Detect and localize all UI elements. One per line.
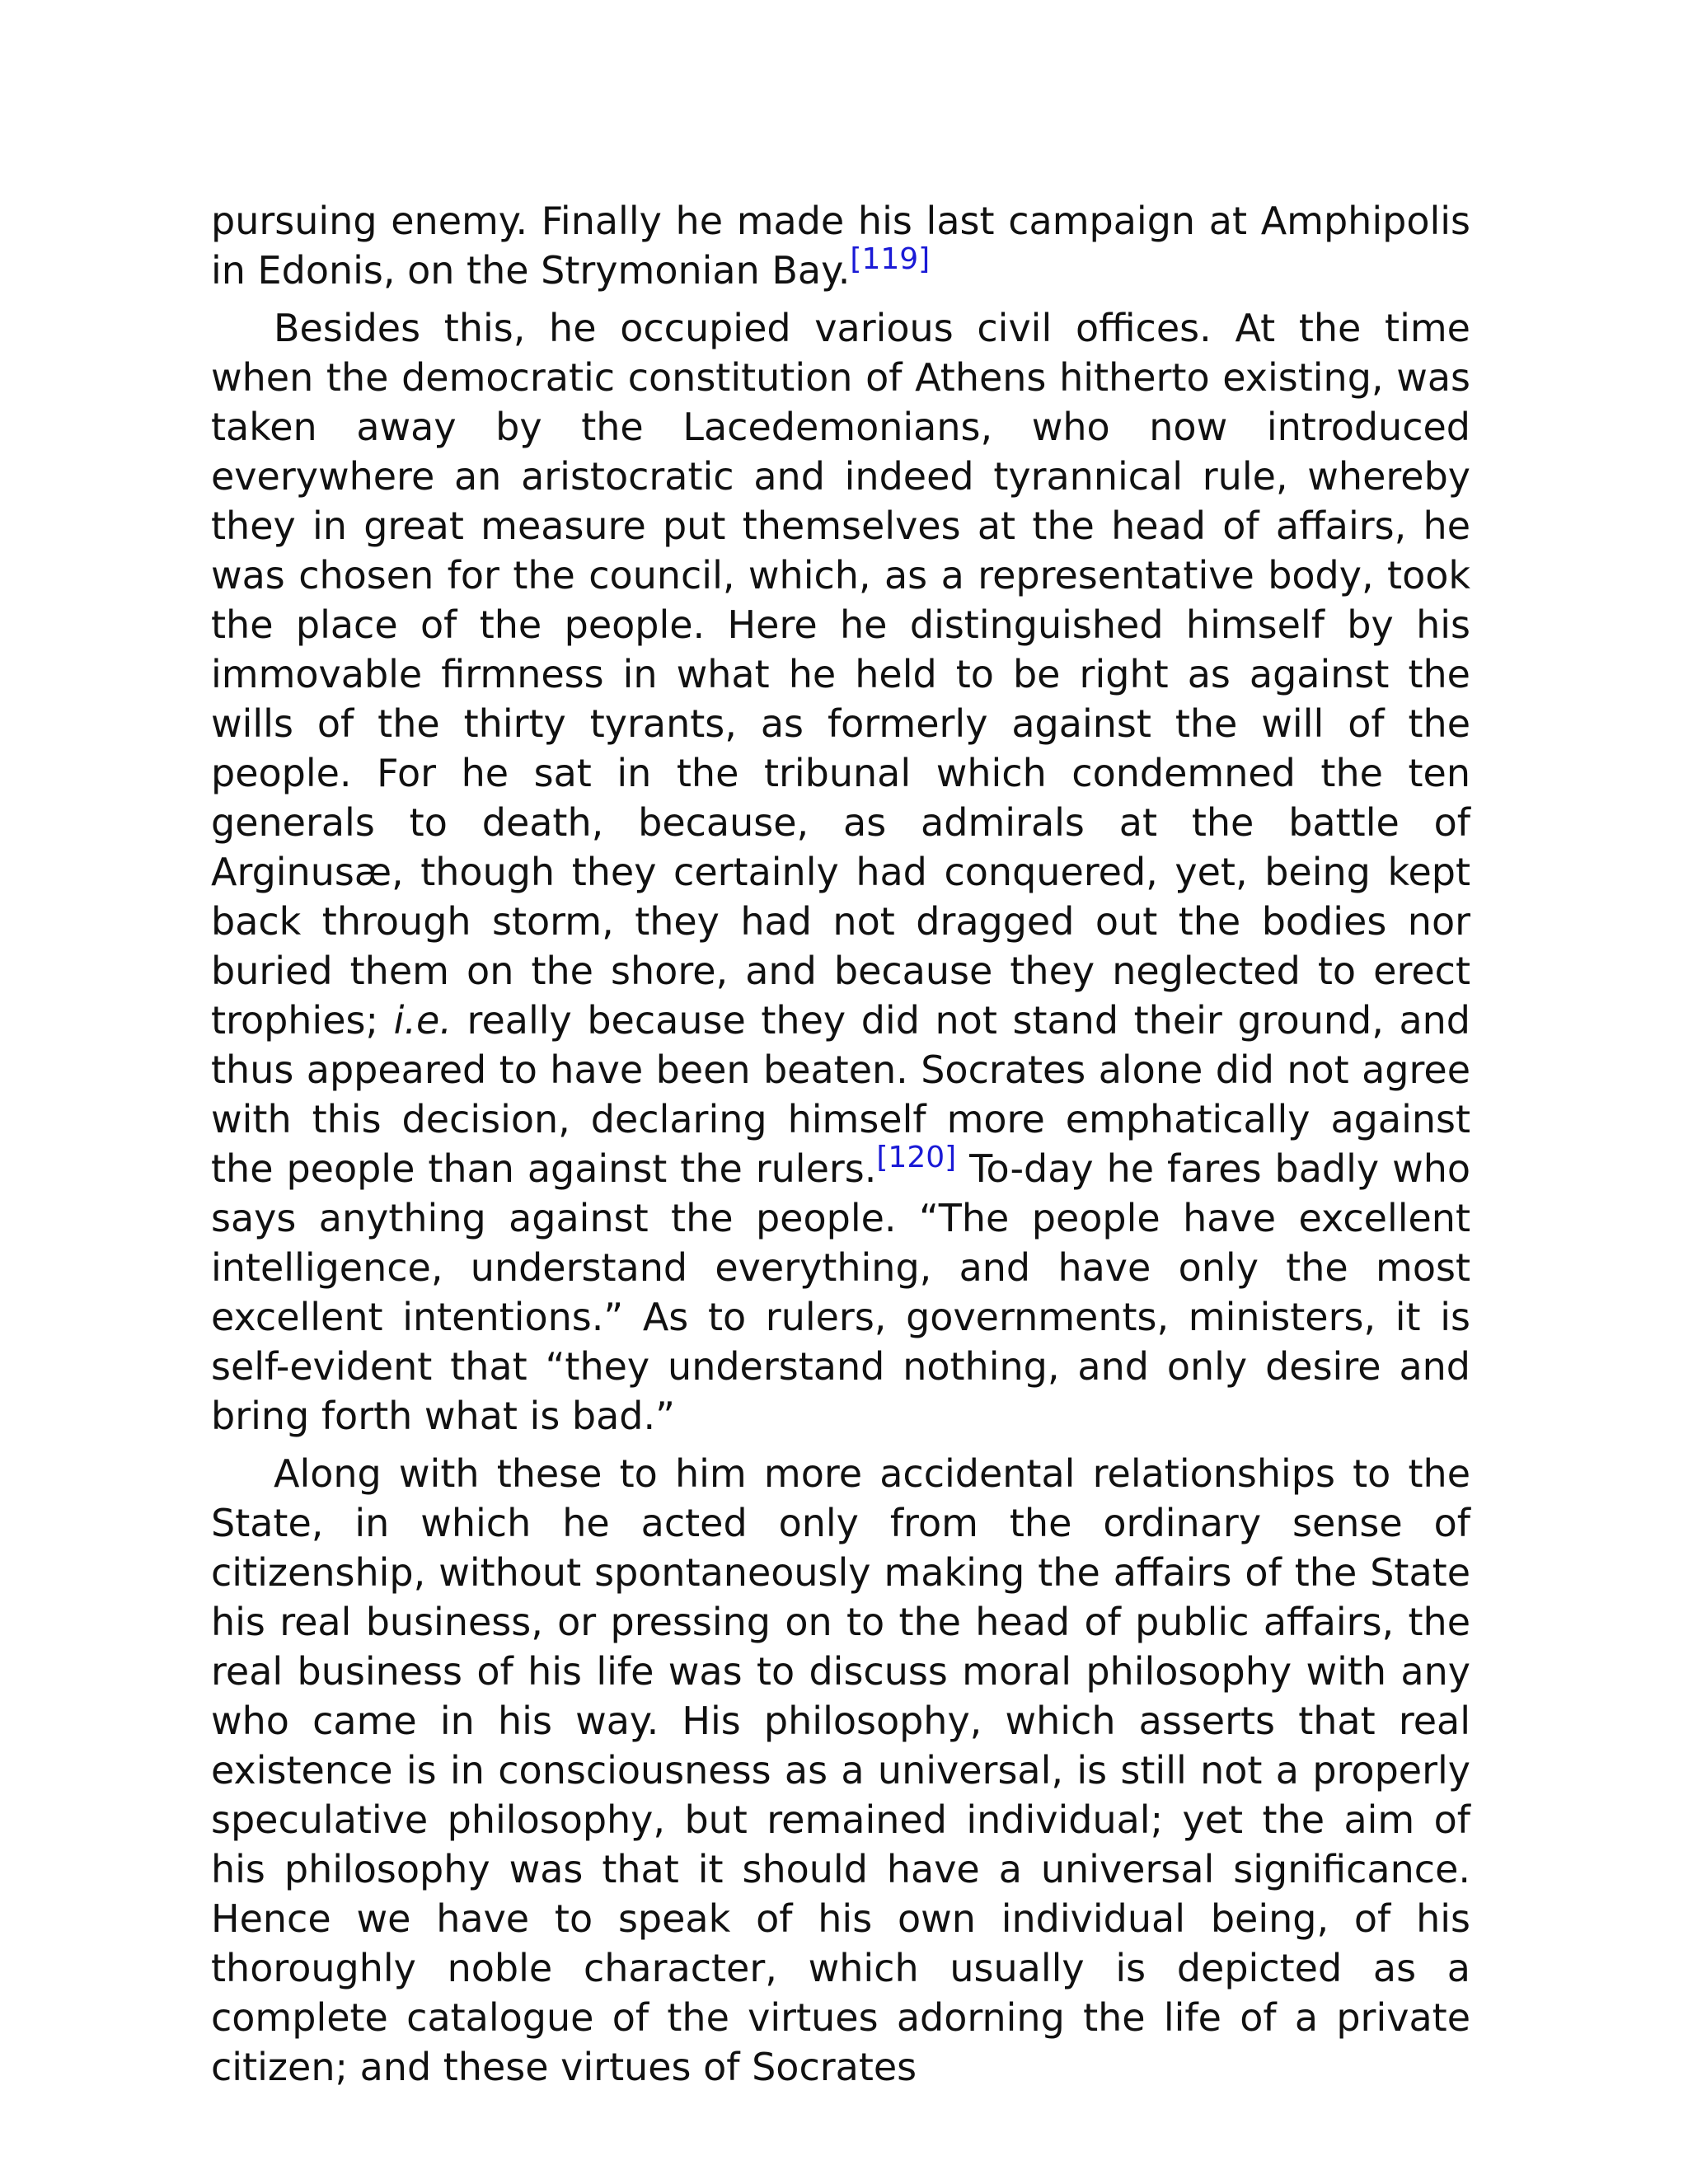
paragraph-text: Besides this, he occupied various civil offices. At the time when the democratic constitution of Athens hitherto existing, was taken away by the Lacedemonians, who now introduced everywhere an aristocratic and indeed tyrannical rule, whereby they in great measure put themselves at the head of affairs, he was chosen for the council, which, as a representative body, took the place of the people. Here he distinguished himself by his immovable firmness in what he held to be right as against the wills of the thirty tyrants, as formerly against the will of the people. For he sat in the tribunal which condemned the ten generals to death, because, as admirals at the battle of Arginusæ, though they certainly had conquered, yet, being kept back through storm, they had not dragged out the bodies nor buried them on the shore, and because they neglected to erect trophies;: [211, 306, 1470, 1043]
paragraph-2: [211, 303, 1470, 1441]
footnote-ref-120[interactable]: [120]: [876, 1141, 957, 1174]
paragraph-text: To-day he fares badly who says anything against the people. “The people have excellent intelligence, understand everything, and have only the most excellent intentions.” As to rulers, governments, ministers, it is self-evident that “they understand nothing, and only desire and bring forth what is bad.”: [211, 1146, 1470, 1438]
paragraph-1: [211, 196, 1470, 295]
paragraph-text: really because they did not stand their ground, and thus appeared to have been beaten. Socrates alone did not agree with this decision, declaring himself more emphatically against the people than against the rulers.: [211, 998, 1470, 1191]
paragraph-text: Along with these to him more accidental relationships to the State, in which he acted only from the ordinary sense of citizenship, without spontaneously making the affairs of the State his real business, or pressing on to the head of public affairs, the real business of his life was to discuss moral philosophy with any who came in his way. His philosophy, which asserts that real existence is in consciousness as a universal, is still not a properly speculative philosophy, but remained individual; yet the aim of his philosophy was that it should have a universal significance. Hence we have to speak of his own individual being, of his thoroughly noble character, which usually is depicted as a complete catalogue of the virtues adorning the life of a private citizen; and these virtues of Socrates: [211, 1451, 1470, 2089]
footnote-ref-119[interactable]: [119]: [850, 242, 931, 276]
page-body: [211, 196, 1470, 2100]
paragraph-3: [211, 1449, 1470, 2092]
paragraph-text: pursuing enemy. Finally he made his last campaign at Amphipolis in Edonis, on the Strymonian Bay.: [211, 199, 1470, 293]
italic-abbreviation: i.e.: [393, 998, 452, 1043]
